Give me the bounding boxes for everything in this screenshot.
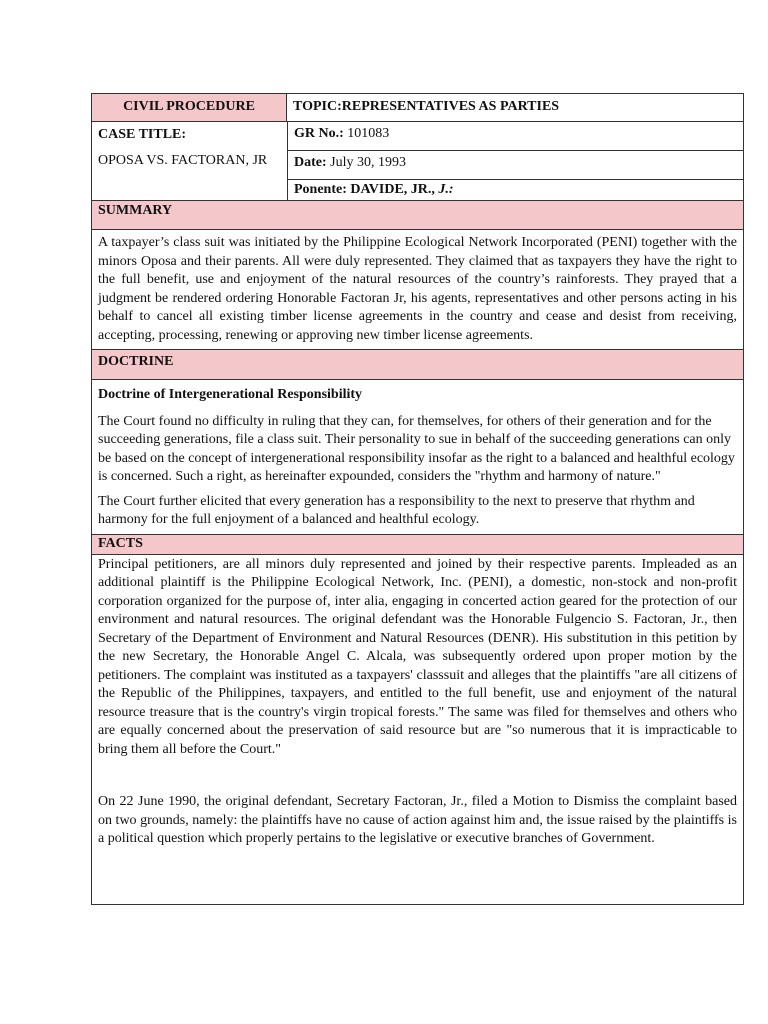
ponente-suffix: J.: (438, 182, 454, 197)
case-title-column (92, 122, 288, 200)
doctrine-heading-row (92, 350, 743, 380)
gr-number-line (288, 122, 743, 151)
date-line (288, 151, 743, 180)
date-label: Date: (294, 155, 327, 170)
doctrine-subheading: Doctrine of Intergenerational Responsibility (98, 387, 363, 402)
facts-body-row (92, 555, 743, 904)
summary-heading-row (92, 201, 743, 230)
ponente-line (288, 180, 743, 200)
facts-body (92, 555, 743, 904)
facts-paragraph-2: On 22 June 1990, the original defendant, Secretary Factoran, Jr., filed a Motion to Dismiss the complaint based on two grounds, namely: the plaintiffs have no cause of action against him and, the issue raised by the plaintiffs is a political question which properly pertains to the legislative or executive branches of Government. (98, 794, 737, 846)
header-row (92, 94, 743, 122)
date-value: July 30, 1993 (330, 155, 406, 170)
gr-number-label: GR No.: (294, 126, 344, 141)
case-title-value: OPOSA VS. FACTORAN, JR (98, 153, 268, 168)
facts-heading: FACTS (98, 535, 143, 551)
doctrine-body-row (92, 380, 743, 535)
ponente-label: Ponente: DAVIDE, JR., (294, 182, 435, 197)
summary-body-row (92, 230, 743, 350)
doctrine-paragraph-1: The Court found no difficulty in ruling that they can, for themselves, for others of their generation and for the succeeding generations, file a class suit. Their personality to sue in behalf of the succeeding generations can only be based on the concept of intergenerational responsibility insofar as the right to a balanced and healthful ecology is concerned. Such a right, as hereinafter expounded, considers the "rhythm and harmony of nature." (98, 413, 735, 484)
topic-cell: TOPIC:REPRESENTATIVES AS PARTIES (293, 99, 560, 114)
case-title-label: CASE TITLE: (98, 127, 187, 142)
case-digest-table (91, 93, 744, 905)
summary-heading: SUMMARY (98, 203, 173, 218)
doctrine-paragraph-2: The Court further elicited that every generation has a responsibility to the next to preserve that rhythm and harmony for the full enjoyment of a balanced and healthful ecology. (98, 493, 695, 527)
case-meta-column (288, 122, 743, 200)
subject-cell: CIVIL PROCEDURE (92, 94, 287, 121)
doctrine-heading: DOCTRINE (98, 354, 174, 369)
case-info-row (92, 122, 743, 201)
doctrine-body (92, 380, 743, 534)
facts-paragraph-1: Principal petitioners, are all minors duly represented and joined by their respective parents. Impleaded as an additional plaintiff is the Philippine Ecological Network, Inc. (PENI), a domestic, non-stock and non-profit corporation organized for the purpose of, inter alia, engaging in concerted action geared for the protection of our environment and natural resources. The original defendant was the Honorable Fulgencio S. Factoran, Jr., then Secretary of the Department of Environment and Natural Resources (DENR). His substitution in this petition by the new Secretary, the Honorable Angel C. Alcala, was subsequently ordered upon proper motion by the petitioners. The complaint was instituted as a taxpayers' classsuit and alleges that the plaintiffs "are all citizens of the Republic of the Philippines, taxpayers, and entitled to the full benefit, use and enjoyment of the natural resource treasure that is the country's virgin tropical forests." The same was filed for themselves and others who are equally concerned about the preservation of said resource but are "so numerous that it is impracticable to bring them all before the Court." (98, 556, 737, 757)
summary-text: A taxpayer’s class suit was initiated by the Philippine Ecological Network Incorporated (PENI) together with the minors Oposa and their parents. All were duly represented. They claimed that as taxpayers they have the right to the full benefit, use and enjoyment of the natural resources of the country’s rainforests. They prayed that a judgment be rendered ordering Honorable Factoran Jr, his agents, representatives and other persons acting in his behalf to cancel all existing timber license agreements in the country and cease and desist from receiving, accepting, processing, renewing or approving new timber license agreements. (98, 235, 737, 343)
facts-heading-row (92, 535, 743, 555)
gr-number-value: 101083 (347, 126, 390, 141)
